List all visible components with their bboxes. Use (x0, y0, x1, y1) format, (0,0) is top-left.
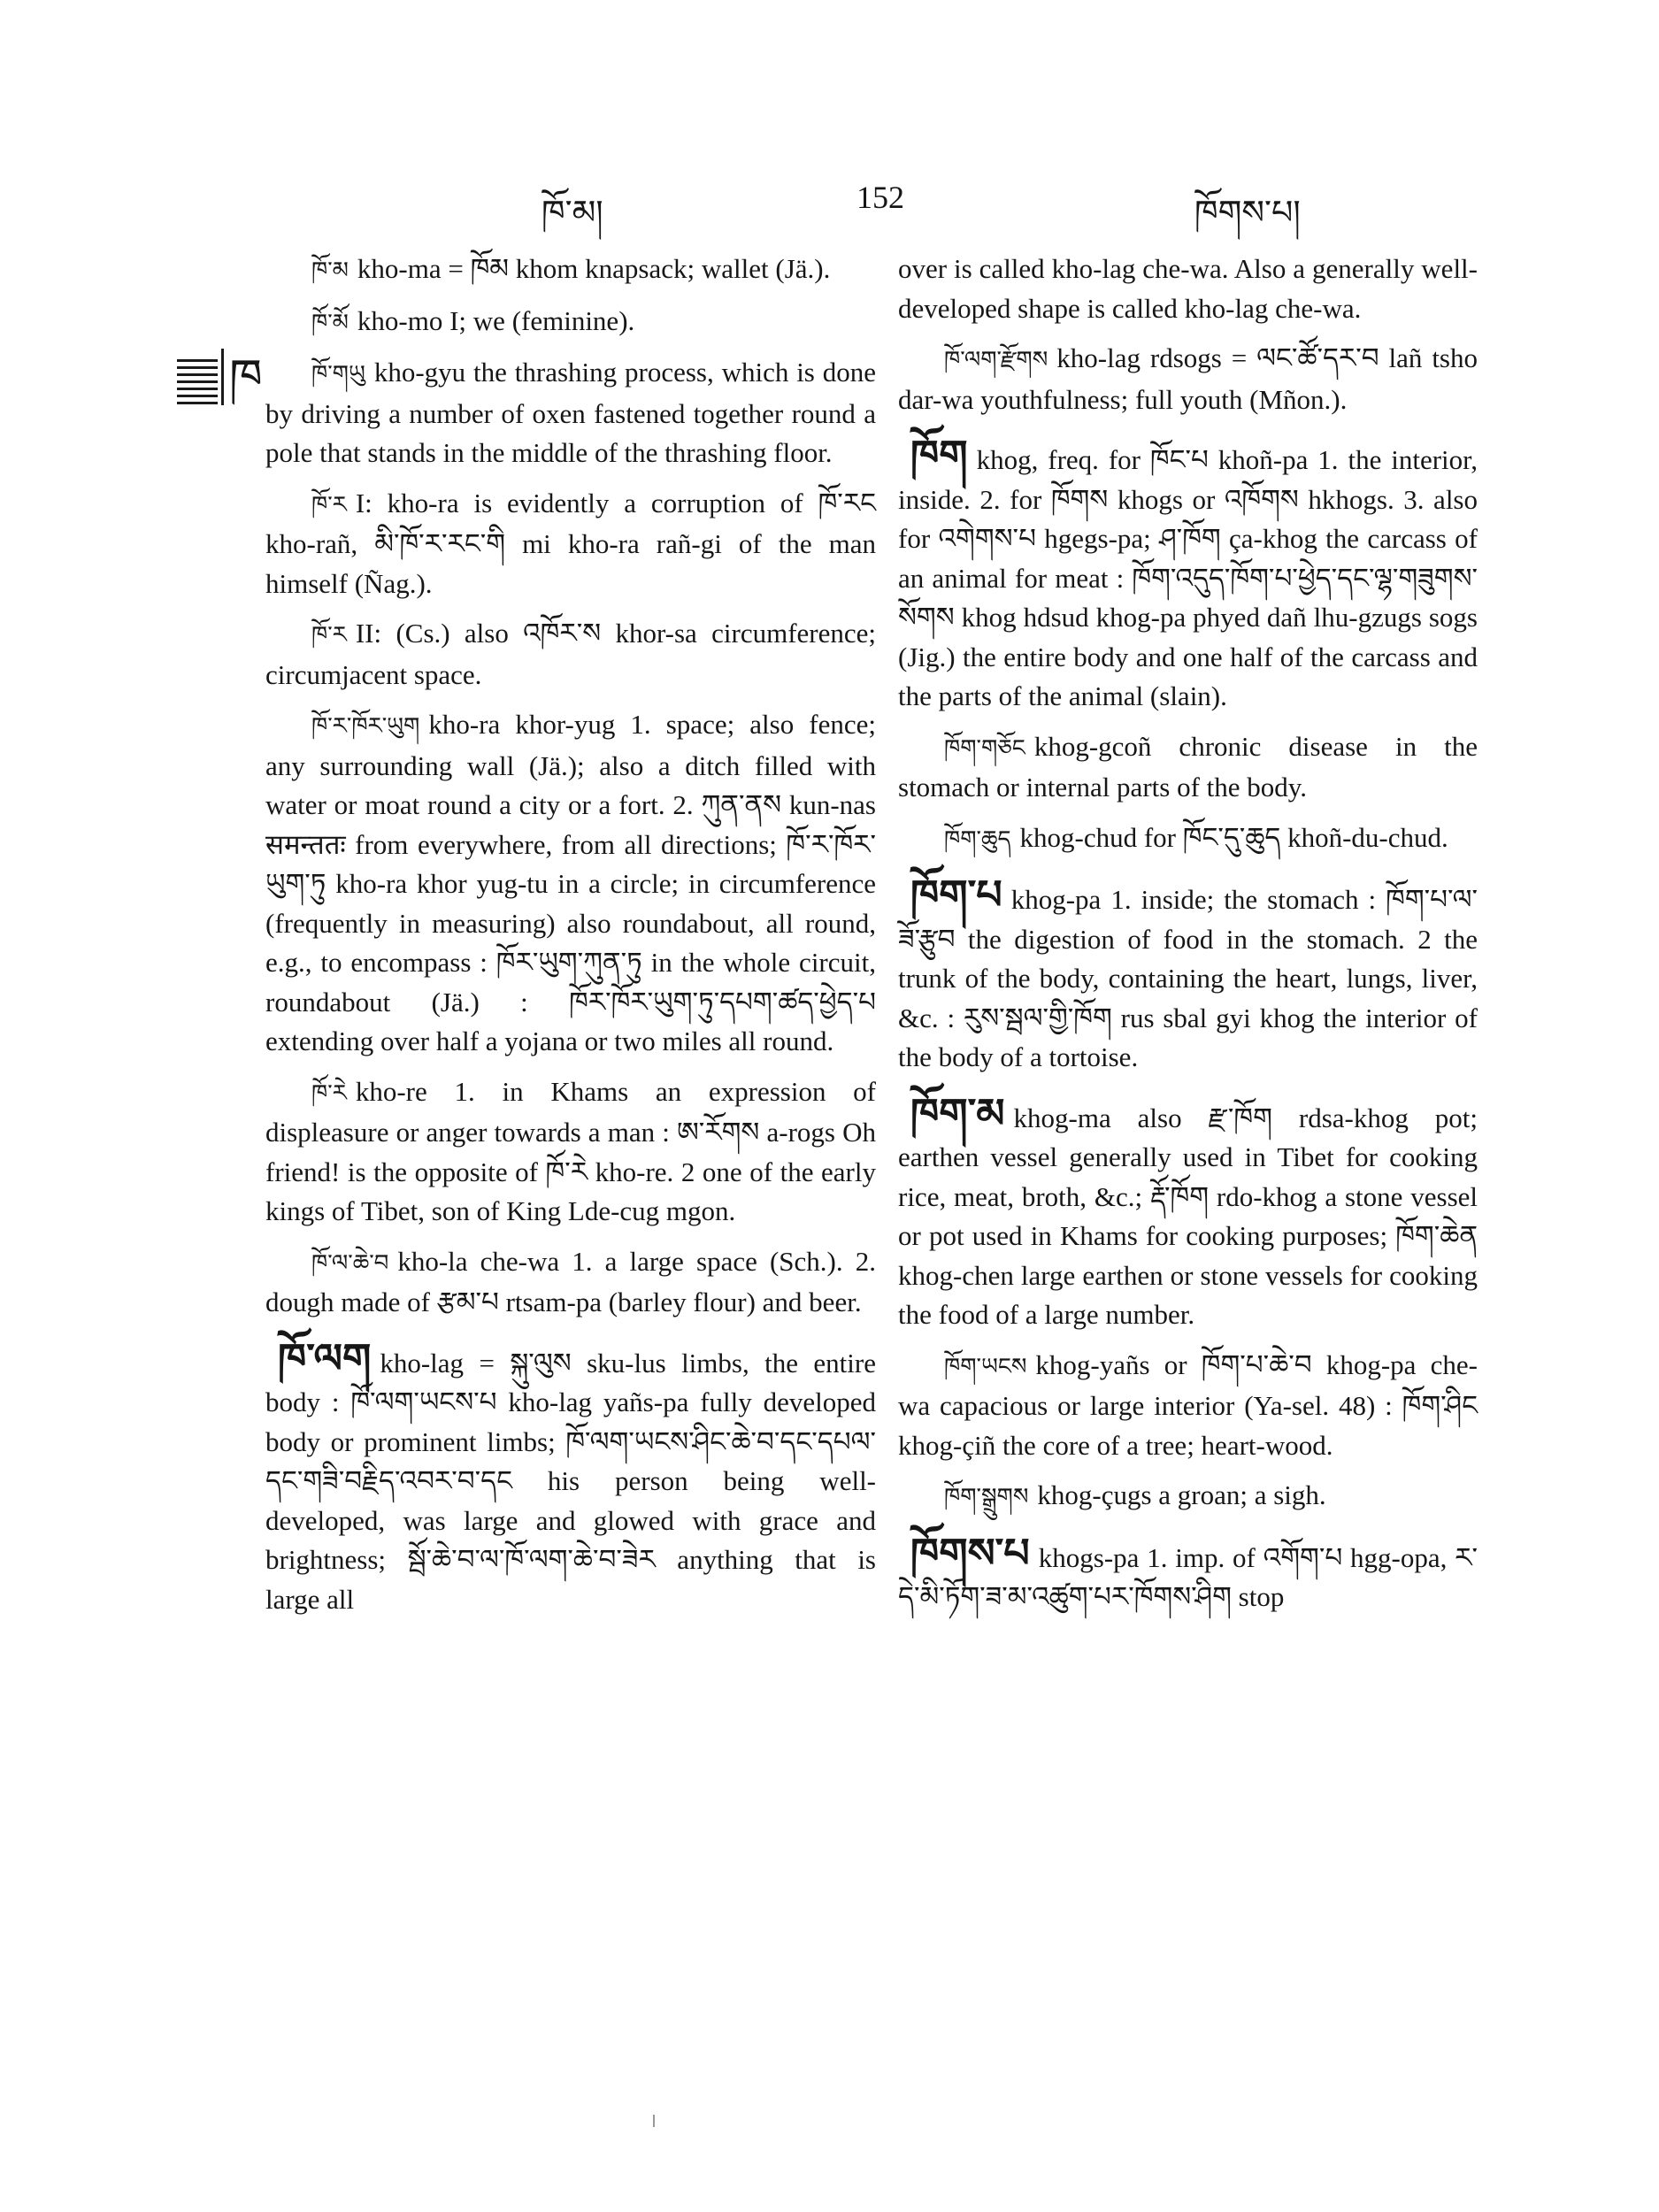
page-number: 152 (856, 180, 904, 215)
entry-headword: ཁོ་མ (311, 257, 349, 284)
thumb-index-tab (177, 349, 265, 411)
entry-text: kho-mo I; we (feminine). (357, 304, 635, 336)
left-column (265, 250, 876, 1630)
dictionary-entry (265, 250, 876, 291)
entry-text: khog-gcoñ chronic disease in the stomach or internal parts of the body. (898, 730, 1478, 803)
entry-text: kho-ra khor-yug 1. space; also fence; any surrounding wall (Jä.); also a ditch filled with water or moat round a city or a fort. 2. ཀུན་ནས kun-nas समन्ततः from everywhere, from all directions; ཁོ་ར་ཁོར་ཡུག་ཏུ kho-ra khor yug-tu in a circle; in circumference (frequently in measuring) also roundabout, all round, e.g., to encompass : ཁོར་ཡུག་ཀུན་ཏུ in the whole circuit, roundabout (Jä.) : ཁོར་ཁོར་ཡུག་ཏུ་དཔག་ཚད་ཕྱེད་པ extending over half a yojana or two miles all round. (265, 709, 876, 1056)
entry-text: kho-ma = ཁོམ khom knapsack; wallet (Jä.). (357, 253, 831, 284)
dictionary-entry (898, 1528, 1478, 1617)
dictionary-entry (898, 871, 1478, 1078)
entry-headword: ཁོ་ལ་ཆེ་བ (311, 1249, 389, 1277)
dictionary-entry (265, 484, 876, 604)
entry-text: kho-la che-wa 1. a large space (Sch.). 2. dough made of རྩམ་པ rtsam-pa (barley flour) and beer. (265, 1245, 876, 1317)
entry-text: kho-re 1. in Khams an expression of displeasure or anger towards a man : ཨ་རོགས a-rogs Oh friend! is the opposite of ཁོ་རེ kho-re. 2 one of the early kings of Tibet, son of King Lde-cug mgon. (265, 1075, 876, 1226)
entry-headword: ཁོ་ལག (278, 1333, 372, 1382)
entry-headword: ཁོག་ཡངས (944, 1353, 1027, 1380)
dictionary-entry (265, 1072, 876, 1232)
entry-headword: ཁོ་ར (311, 491, 347, 518)
dictionary-entry (265, 353, 876, 473)
entry-headword: ཁོ་མོ (311, 309, 349, 336)
dictionary-entry (265, 705, 876, 1062)
dictionary-entry (898, 1088, 1478, 1335)
dictionary-entry (898, 727, 1478, 808)
dictionary-entry (898, 431, 1478, 717)
header-right-headword: ཁོགས་པ། (1194, 193, 1301, 232)
entry-text: kho-lag rdsogs = ལང་ཚོ་དར་བ lañ tsho dar-wa youthfulness; full youth (Mñon.). (898, 342, 1478, 415)
right-column (898, 250, 1478, 1628)
dictionary-entry (898, 818, 1478, 860)
page-header (0, 175, 1659, 232)
entry-headword: ཁོགས་པ (910, 1528, 1030, 1577)
stray-mark (653, 2115, 655, 2127)
entry-text: khog-pa 1. inside; the stomach : ཁོག་པ་ལ་ཟོ་རྩུབ the digestion of food in the stomach. 2 the trunk of the body, containing the heart, lungs, liver, &c. : རུས་སྦལ་གྱི་ཁོག rus sbal gyi khog the interior of the body of a tortoise. (898, 884, 1478, 1072)
entry-text: khog-yañs or ཁོག་པ་ཆེ་བ khog-pa che-wa capacious or large interior (Ya-sel. 48) : ཁོག་ཤིང khog-çiñ the core of a tree; heart-wood. (898, 1348, 1478, 1461)
entry-text: kho-lag = སྐུ་ལུས sku-lus limbs, the entire body : ཁོ་ལག་ཡངས་པ kho-lag yañs-pa fully developed body or prominent limbs; ཁོ་ལག་ཡངས་ཤིང་ཆེ་བ་དང་དཔལ་དང་གཟི་བརྗིད་འབར་བ་དང his person being well-developed, was large and glowed with grace and brightness; སྦོ་ཆེ་བ་ལ་ཁོ་ལག་ཆེ་བ་ཟེར anything that is large all (265, 1347, 876, 1615)
entry-headword: ཁོག་ཆུད (944, 826, 1011, 853)
dictionary-entry (898, 250, 1478, 328)
entry-headword: ཁོག་མ (910, 1088, 1005, 1137)
entry-text: II: (Cs.) also འཁོར་ས khor-sa circumference; circumjacent space. (265, 618, 876, 690)
dictionary-entry (898, 1346, 1478, 1466)
entry-text: khogs-pa 1. imp. of འགོག་པ hgg-opa, ར་དེ་མི་ཏོག་ཟ་མ་འཚུག་པར་ཁོགས་ཤིག stop (898, 1541, 1478, 1612)
entry-text: khog-çugs a groan; a sigh. (1037, 1479, 1326, 1510)
thumb-index-letter: ཁ (221, 349, 263, 405)
entry-headword: ཁོག་སྒྲུགས (944, 1484, 1029, 1510)
entry-text: khog-chud for ཁོང་དུ་ཆུད khoñ-du-chud. (1019, 821, 1448, 853)
entry-text: over is called kho-lag che-wa. Also a generally well-developed shape is called kho-lag che-wa. (898, 253, 1478, 324)
entry-headword: ཁོ་ལག་རྫོགས (944, 347, 1048, 373)
entry-text: khog-ma also རྫ་ཁོག rdsa-khog pot; earthen vessel generally used in Tibet for cooking rice, meat, broth, &c.; རྡོ་ཁོག rdo-khog a stone vessel or pot used in Khams for cooking purposes; ཁོག་ཆེན khog-chen large earthen or stone vessels for cooking the food of a large number. (898, 1102, 1478, 1330)
entry-headword: ཁོ་རེ (311, 1079, 347, 1107)
entry-headword: ཁོ་ར (311, 622, 347, 649)
dictionary-entry (265, 302, 876, 343)
header-left-headword: ཁོ་མ། (541, 193, 603, 232)
dictionary-entry (265, 1333, 876, 1620)
entry-text: khog, freq. for ཁོང་པ khoñ-pa 1. the interior, inside. 2. for ཁོགས khogs or འཁོགས hkhogs. 3. also for འགེགས་པ hgegs-pa; ཤ་ཁོག ça-khog the carcass of an animal for meat : ཁོག་འདུད་ཁོག་པ་ཕྱེད་དང་ལྷ་གཟུགས་སོགས khog hdsud khog-pa phyed dañ lhu-gzugs sogs (Jig.) the entire body and one half of the carcass and the parts of the animal (slain). (898, 444, 1478, 711)
entry-headword: ཁོག་པ (910, 871, 1002, 918)
dictionary-entry (898, 339, 1478, 419)
entry-text: I: kho-ra is evidently a corruption of ཁོ་རང kho-rañ, མི་ཁོ་ར་རང་གི mi kho-ra rañ-gi of the man himself (Ñag.). (265, 487, 876, 599)
dictionary-entry (265, 614, 876, 695)
entry-headword: ཁོ་ར་ཁོར་ཡུག (311, 713, 420, 740)
entry-headword: ཁོག་གཅོང (944, 734, 1025, 762)
entry-headword: ཁོག (910, 431, 968, 479)
entry-text: kho-gyu the thrashing process, which is done by driving a number of oxen fastened together round a pole that stands in the middle of the thrashing floor. (265, 357, 876, 468)
entry-headword: ཁོ་གཡུ (311, 361, 365, 388)
dictionary-entry (265, 1242, 876, 1323)
dictionary-entry (898, 1476, 1478, 1517)
